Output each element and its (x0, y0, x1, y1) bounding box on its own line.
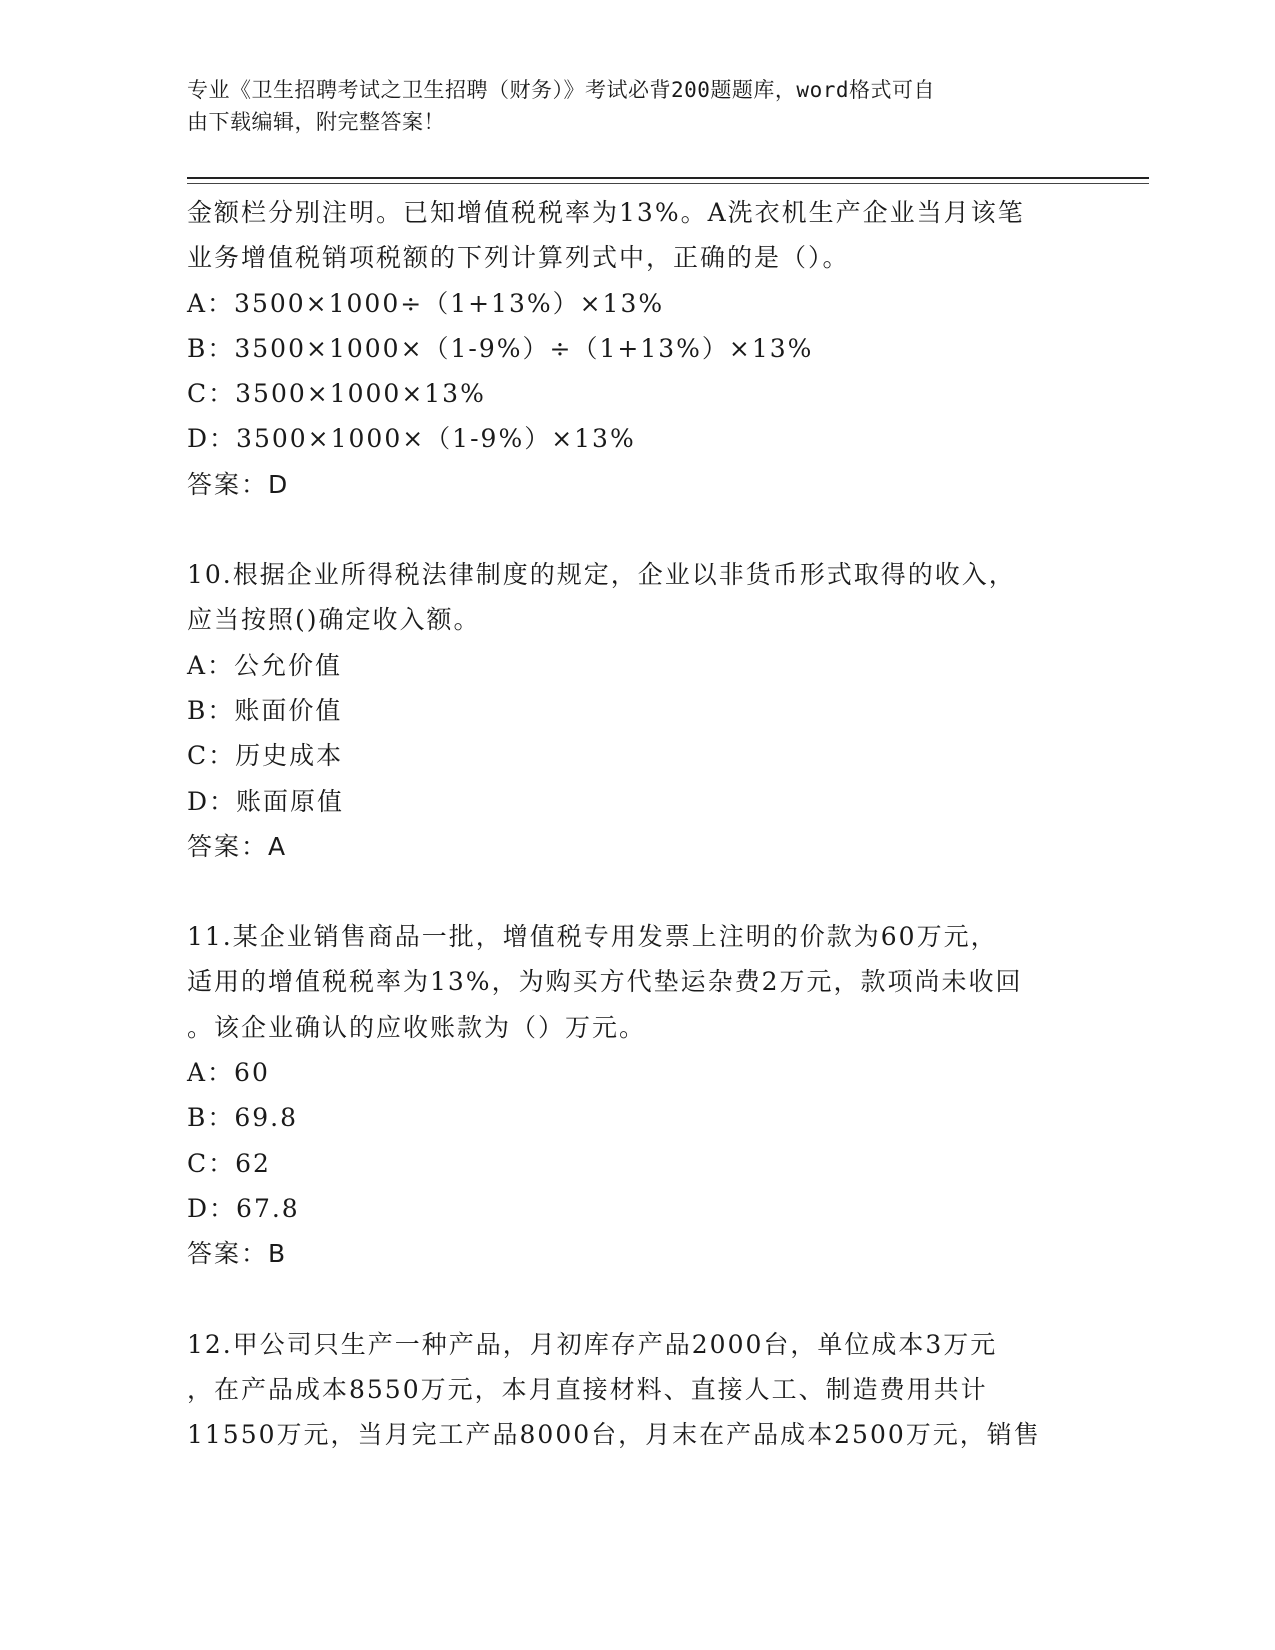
question-stem-line: 应当按照()确定收入额。 (187, 605, 481, 635)
option-b: B：69.8 (187, 1103, 299, 1133)
option-b: B：账面价值 (187, 695, 343, 725)
header-rule-thin (187, 183, 1149, 184)
option-c: C：历史成本 (187, 741, 344, 771)
option-a: A：3500×1000÷（1+13%）×13% (187, 288, 665, 318)
question-stem-line: 11550万元，当月完工产品8000台，月末在产品成本2500万元，销售 (187, 1420, 1041, 1450)
header-line-2: 由下载编辑，附完整答案！ (187, 110, 445, 134)
question-stem-line: 适用的增值税税率为13%，为购买方代垫运杂费2万元，款项尚未收回 (187, 967, 1023, 997)
option-d: D：67.8 (187, 1193, 300, 1223)
question-stem-line: 。该企业确认的应收账款为（）万元。 (187, 1012, 647, 1042)
option-c: C：3500×1000×13% (187, 379, 486, 409)
option-d: D：账面原值 (187, 786, 345, 816)
option-a: A：公允价值 (187, 650, 343, 680)
question-content (187, 190, 1087, 1457)
question-stem-line: 10.根据企业所得税法律制度的规定，企业以非货币形式取得的收入， (187, 560, 1016, 590)
header-line-1: 专业《卫生招聘考试之卫生招聘（财务）》考试必背200题题库，word格式可自 (187, 78, 935, 102)
spacer (187, 869, 1087, 914)
question-block (187, 1322, 1087, 1458)
answer-line: 答案：A (187, 831, 288, 861)
header-rule-thick (187, 177, 1149, 179)
answer-line: 答案：B (187, 1239, 288, 1269)
question-block (187, 190, 1087, 507)
option-a: A：60 (187, 1058, 270, 1088)
option-c: C：62 (187, 1148, 271, 1178)
question-block (187, 552, 1087, 869)
spacer (187, 1277, 1087, 1322)
question-stem-line: ，在产品成本8550万元，本月直接材料、直接人工、制造费用共计 (187, 1374, 988, 1404)
question-block (187, 914, 1087, 1276)
option-b: B：3500×1000×（1-9%）÷（1+13%）×13% (187, 333, 814, 363)
option-d: D：3500×1000×（1-9%）×13% (187, 424, 636, 454)
question-stem-line: 12.甲公司只生产一种产品，月初库存产品2000台，单位成本3万元 (187, 1329, 998, 1359)
spacer (187, 507, 1087, 552)
answer-line: 答案：D (187, 469, 290, 499)
question-stem-line: 11.某企业销售商品一批，增值税专用发票上注明的价款为60万元， (187, 922, 998, 952)
document-header (187, 74, 1067, 138)
question-stem-line: 金额栏分别注明。已知增值税税率为13%。A洗衣机生产企业当月该笔 (187, 198, 1025, 227)
question-stem-line: 业务增值税销项税额的下列计算列式中，正确的是（）。 (187, 243, 850, 273)
